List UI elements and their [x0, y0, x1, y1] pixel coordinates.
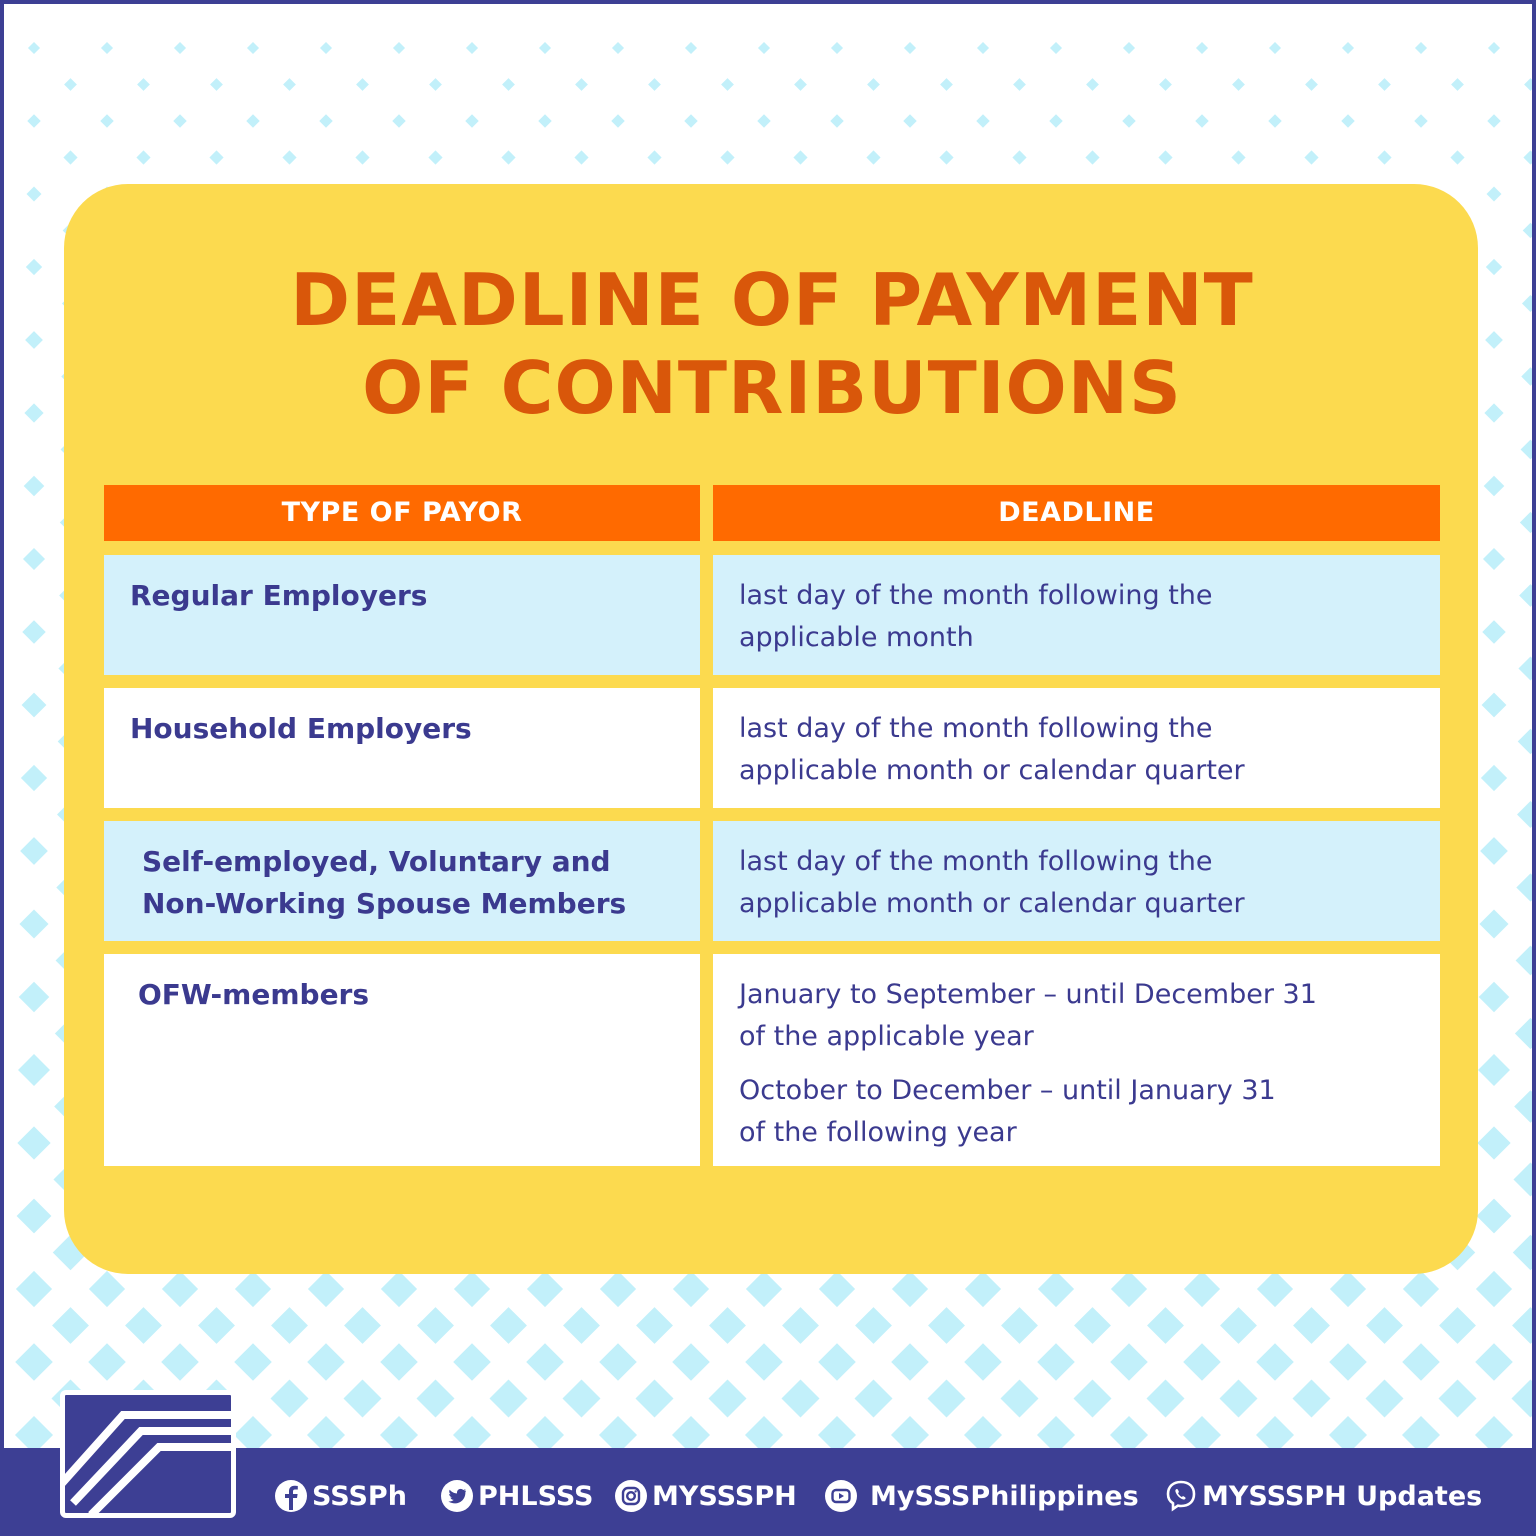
row-2-payor: [104, 688, 700, 808]
social-facebook[interactable]: [274, 1472, 407, 1520]
twitter-icon: [440, 1479, 474, 1513]
deadline-text: last day of the month following the applicable month or calendar quarter: [739, 846, 1245, 919]
row-4-deadline: [713, 954, 1440, 1166]
row-4-payor: [104, 954, 700, 1166]
social-youtube[interactable]: [824, 1472, 1139, 1520]
row-3-payor: [104, 821, 700, 941]
row-3-deadline: [713, 821, 1440, 941]
title-line-2: OF CONTRIBUTIONS: [362, 346, 1182, 430]
page-title: [4, 256, 1536, 432]
row-1-deadline: [713, 555, 1440, 675]
instagram-icon: [614, 1479, 648, 1513]
header-type-of-payor: TYPE OF PAYOR: [104, 485, 700, 541]
row-1-payor: [104, 555, 700, 675]
sss-logo-icon: [60, 1390, 236, 1518]
deadline-text: October to December – until January 31 of the following year: [739, 1075, 1276, 1148]
social-label: MYSSSPH Updates: [1202, 1480, 1483, 1512]
social-viber[interactable]: [1164, 1472, 1482, 1520]
youtube-icon: [824, 1479, 858, 1513]
deadline-text: last day of the month following the applicable month: [739, 580, 1213, 653]
social-twitter[interactable]: [440, 1472, 594, 1520]
social-label: SSSPh: [312, 1480, 407, 1512]
payor-text: Regular Employers: [130, 579, 428, 612]
payor-text: Household Employers: [130, 712, 472, 745]
payor-text: Self-employed, Voluntary and Non-Working Spouse Members: [142, 845, 627, 920]
viber-icon: [1164, 1479, 1198, 1513]
row-2-deadline: [713, 688, 1440, 808]
social-instagram[interactable]: [614, 1472, 797, 1520]
social-label: MYSSSPH: [652, 1480, 797, 1512]
title-line-1: DEADLINE OF PAYMENT: [290, 258, 1254, 342]
deadline-text: last day of the month following the applicable month or calendar quarter: [739, 713, 1245, 786]
deadline-text: January to September – until December 31 of the applicable year: [739, 979, 1317, 1052]
payor-text: OFW-members: [138, 978, 370, 1011]
header-deadline: DEADLINE: [713, 485, 1440, 541]
facebook-icon: [274, 1479, 308, 1513]
social-label: PHLSSS: [478, 1480, 594, 1512]
social-label: MySSSPhilippines: [870, 1480, 1139, 1512]
